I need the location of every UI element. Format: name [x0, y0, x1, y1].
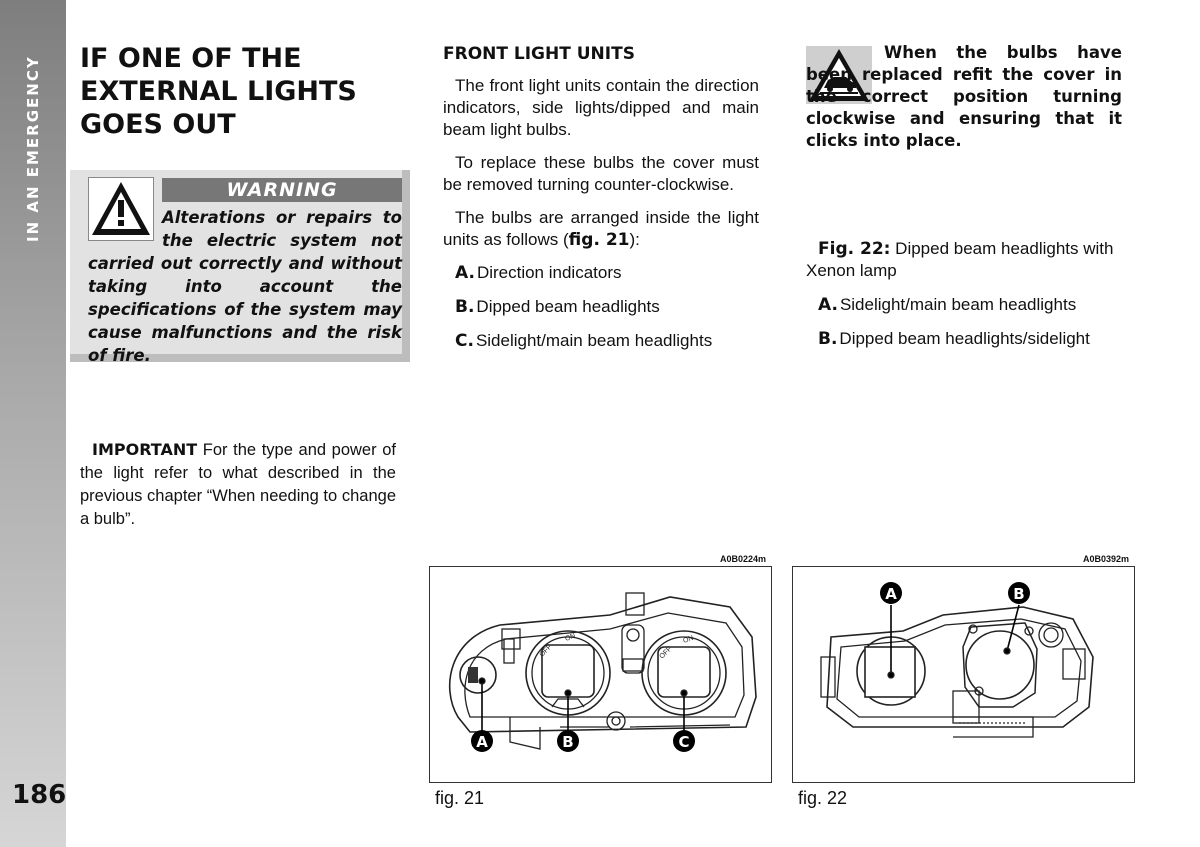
callout-letter: C — [678, 733, 690, 751]
legend-item — [455, 296, 759, 318]
section-sidebar — [0, 0, 66, 847]
refit-cover-note: When the bulbs have been replaced refit the cover in the correct position turning clockwise and ensuring that it clicks into place. — [806, 43, 1122, 150]
callout-b — [557, 730, 579, 752]
paragraph-text: ): — [629, 230, 640, 249]
note-column — [806, 42, 1122, 349]
figure-label: fig. 21 — [435, 788, 485, 808]
front-light-units-section — [443, 42, 759, 364]
legend-text: Dipped beam headlights — [476, 297, 660, 316]
legend-item — [455, 330, 759, 352]
bulb-legend — [443, 262, 759, 352]
figure-21-headlight-diagram — [429, 566, 772, 783]
xenon-legend — [806, 294, 1122, 362]
callout-letter: A — [885, 585, 897, 603]
figure-reference: Fig. 22: — [818, 239, 891, 259]
page-title-line: GOES OUT — [80, 109, 236, 140]
page-title-line: EXTERNAL LIGHTS — [80, 76, 357, 107]
figure-caption — [806, 238, 1122, 282]
callout-a — [471, 730, 493, 752]
legend-letter: C. — [455, 331, 474, 351]
callout-letter: B — [1013, 585, 1025, 603]
page-number: 186 — [12, 780, 67, 810]
warning-text: Alterations or repairs to the electric system not carried out correctly and without taking into account the specifications of the system may cause malfunctions and the risk of fire. — [88, 208, 402, 365]
warning-box — [70, 170, 410, 365]
figure-reference: fig. 21 — [568, 230, 630, 250]
paragraph-text: The bulbs are arranged inside the light units as follows ( — [443, 208, 759, 249]
page-title-line: IF ONE OF THE — [80, 43, 302, 74]
figure-22-xenon-headlight-diagram — [792, 566, 1135, 783]
legend-item — [818, 328, 1122, 350]
caption-text: Dipped beam headlights with Xenon lamp — [806, 239, 1114, 280]
legend-text: Sidelight/main beam headlights — [839, 295, 1077, 314]
important-label: IMPORTANT — [92, 440, 198, 459]
legend-text: Direction indicators — [476, 263, 622, 282]
paragraph: The front light units contain the direction indicators, side lights/dipped and main beam light bulbs. — [443, 76, 759, 139]
legend-text: Sidelight/main beam headlights — [475, 331, 713, 350]
legend-letter: A. — [818, 295, 838, 315]
section-heading: FRONT LIGHT UNITS — [443, 44, 635, 64]
dial-mark: OFF — [538, 643, 554, 659]
callout-c — [673, 730, 695, 752]
section-label: IN AN EMERGENCY — [24, 55, 42, 242]
paragraph: To replace these bulbs the cover must be removed turning counter-clockwise. — [443, 153, 759, 194]
figure-label: fig. 22 — [798, 788, 848, 808]
callout-b — [1008, 582, 1030, 604]
paragraph — [443, 207, 759, 251]
figure-code: A0B0392m — [1083, 554, 1130, 564]
callout-letter: A — [476, 733, 488, 751]
important-text: For the type and power of the light refer to what described in the previous chapter “When needing to change a bulb”. — [80, 441, 396, 528]
warning-heading: WARNING — [162, 178, 402, 202]
callout-letter: B — [562, 733, 574, 751]
figure-code: A0B0224m — [720, 554, 767, 564]
dial-mark: OFF — [658, 645, 674, 661]
legend-letter: B. — [455, 297, 475, 317]
dial-mark: ON — [564, 632, 577, 643]
legend-item — [818, 294, 1122, 316]
callout-a — [880, 582, 902, 604]
legend-text: Dipped beam headlights/sidelight — [839, 329, 1090, 348]
legend-item — [455, 262, 759, 284]
legend-letter: A. — [455, 263, 475, 283]
page-title — [80, 42, 357, 141]
dial-mark: ON — [682, 634, 695, 645]
legend-letter: B. — [818, 329, 838, 349]
important-note — [80, 438, 396, 531]
